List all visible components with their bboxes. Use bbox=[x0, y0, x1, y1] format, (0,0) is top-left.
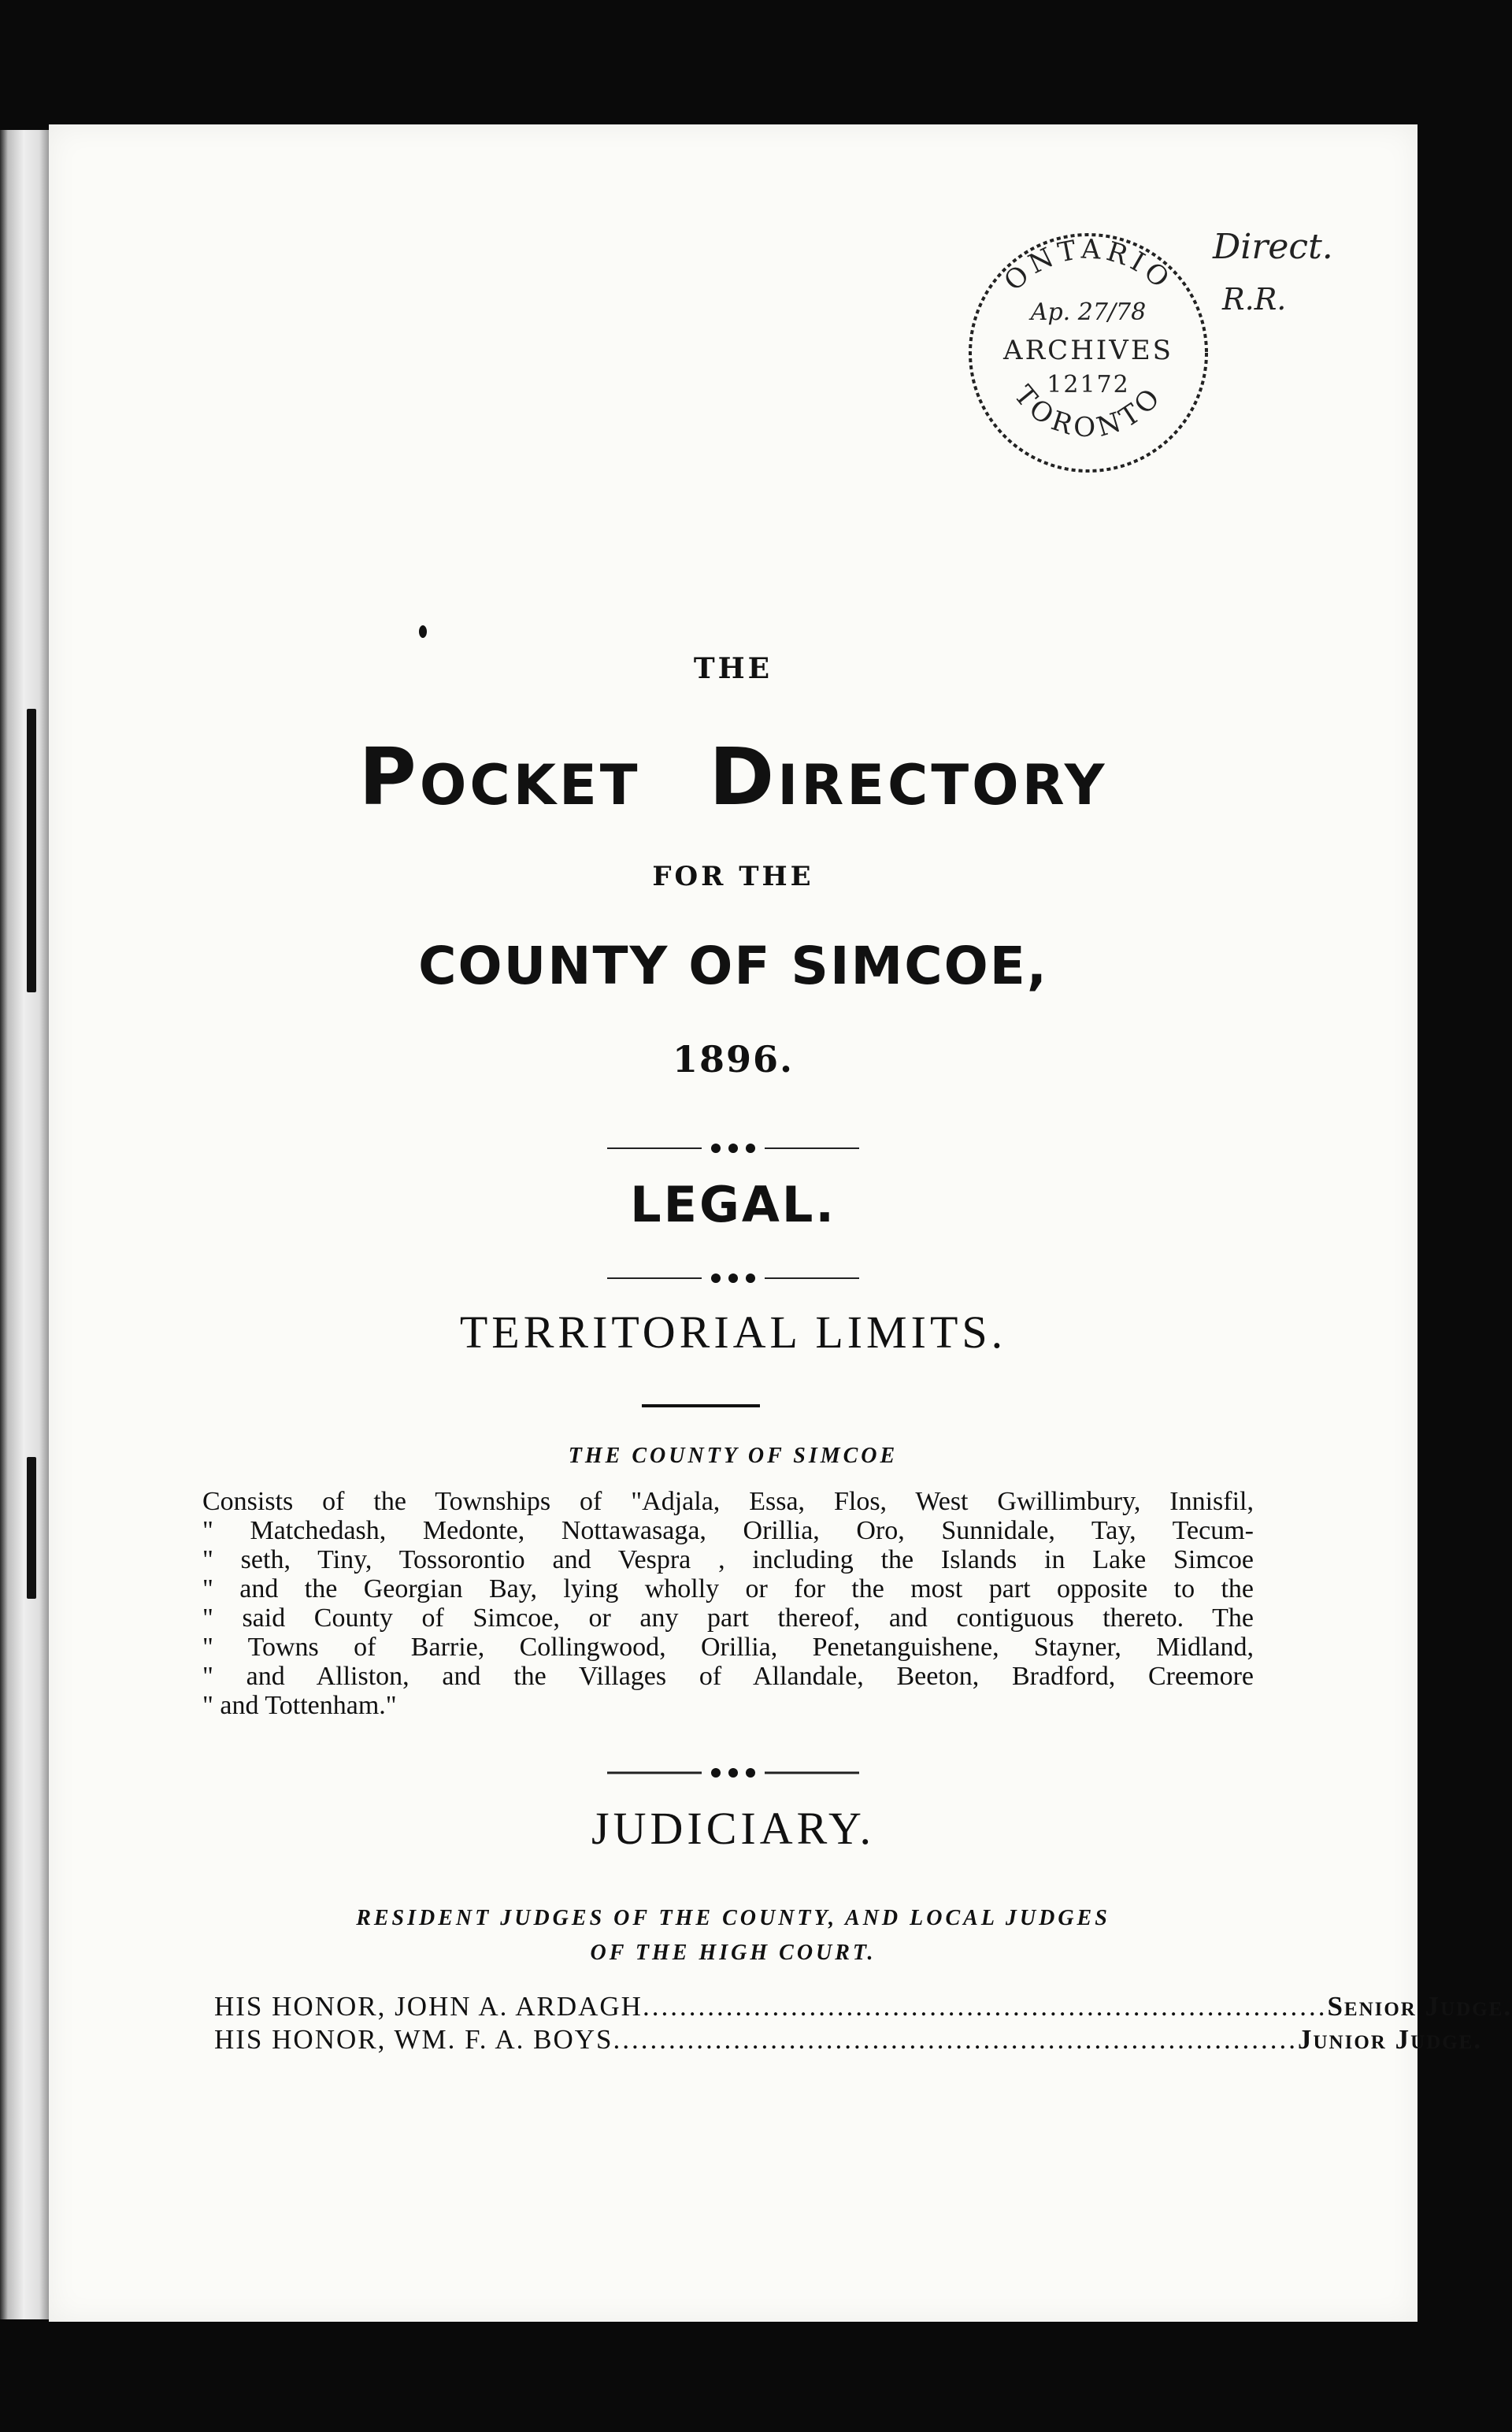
judiciary-subheading-line2: OF THE HIGH COURT. bbox=[590, 1941, 876, 1965]
territorial-paragraph bbox=[202, 1487, 1254, 1720]
dot-leader: .......................................................................... bbox=[613, 2024, 1298, 2055]
stamp-ring-top: ONTARIO bbox=[998, 233, 1179, 298]
book-spine bbox=[0, 130, 49, 2319]
judge-title: Senior Judge. bbox=[1327, 1991, 1512, 2022]
territorial-line: " and Tottenham." bbox=[202, 1691, 397, 1720]
title-pocket-cap: P bbox=[358, 731, 420, 823]
stamp-ring-bottom: TORONTO bbox=[1007, 379, 1169, 444]
territorial-subheading: THE COUNTY OF SIMCOE bbox=[568, 1444, 899, 1468]
title-county: COUNTY OF SIMCOE, bbox=[418, 936, 1048, 996]
handwritten-note-line1: Direct. bbox=[1213, 227, 1333, 267]
judge-title: Junior Judge. bbox=[1298, 2024, 1483, 2055]
title-year: 1896. bbox=[672, 1038, 795, 1081]
judiciary-heading: JUDICIARY. bbox=[591, 1803, 875, 1854]
ornament-divider bbox=[607, 1136, 859, 1160]
ornament-divider bbox=[607, 1761, 859, 1785]
legal-heading: LEGAL. bbox=[630, 1176, 836, 1233]
stamp-center: ARCHIVES bbox=[1003, 335, 1173, 366]
document-page bbox=[49, 124, 1512, 2322]
title-pocket-rest: OCKET bbox=[419, 753, 641, 817]
judge-name: HIS HONOR, JOHN A. ARDAGH bbox=[214, 1991, 643, 2022]
title-for-the: FOR THE bbox=[652, 861, 814, 892]
territorial-line: " said County of Simcoe, or any part thereof, and contiguous thereto. The bbox=[202, 1603, 1254, 1633]
judge-row bbox=[214, 2024, 1483, 2056]
judiciary-subheading-line1: RESIDENT JUDGES OF THE COUNTY, AND LOCAL JUDGES bbox=[356, 1906, 1110, 1930]
archives-stamp bbox=[962, 227, 1214, 479]
territorial-line: Consists of the Townships of "Adjala, Essa, Flos, West Gwillimbury, Innisfil, bbox=[202, 1487, 1254, 1516]
territorial-line: " and the Georgian Bay, lying wholly or for the most part opposite to the bbox=[202, 1574, 1254, 1603]
judge-row bbox=[214, 1991, 1512, 2022]
territorial-line: " seth, Tiny, Tossorontio and Vespra , including the Islands in Lake Simcoe bbox=[202, 1545, 1254, 1574]
ornament-divider bbox=[607, 1266, 859, 1290]
short-rule bbox=[642, 1404, 760, 1407]
judge-name: HIS HONOR, WM. F. A. BOYS bbox=[214, 2024, 613, 2055]
title-directory-cap: D bbox=[709, 731, 778, 823]
title-main bbox=[49, 731, 1418, 823]
svg-text:ONTARIO bbox=[998, 233, 1178, 297]
territorial-line: " Matchedash, Medonte, Nottawasaga, Orillia, Oro, Sunnidale, Tay, Tecum- bbox=[202, 1516, 1254, 1545]
stamp-number: 12172 bbox=[1047, 371, 1130, 399]
handwritten-note-line2: R.R. bbox=[1222, 282, 1287, 317]
territorial-line: " Towns of Barrie, Collingwood, Orillia, Penetanguishene, Stayner, Midland, bbox=[202, 1633, 1254, 1662]
dot-leader: .......................................................................... bbox=[642, 1991, 1328, 2022]
title-directory-rest: IRECTORY bbox=[777, 753, 1108, 817]
title-the: THE bbox=[693, 652, 773, 685]
spine-shadow-mark bbox=[27, 1457, 36, 1599]
ink-speck bbox=[419, 625, 427, 638]
spine-shadow-mark bbox=[27, 709, 36, 992]
stamp-date: Ap. 27/78 bbox=[1030, 298, 1147, 326]
territorial-line: " and Alliston, and the Villages of Allandale, Beeton, Bradford, Creemore bbox=[202, 1662, 1254, 1691]
territorial-heading: TERRITORIAL LIMITS. bbox=[459, 1307, 1007, 1358]
